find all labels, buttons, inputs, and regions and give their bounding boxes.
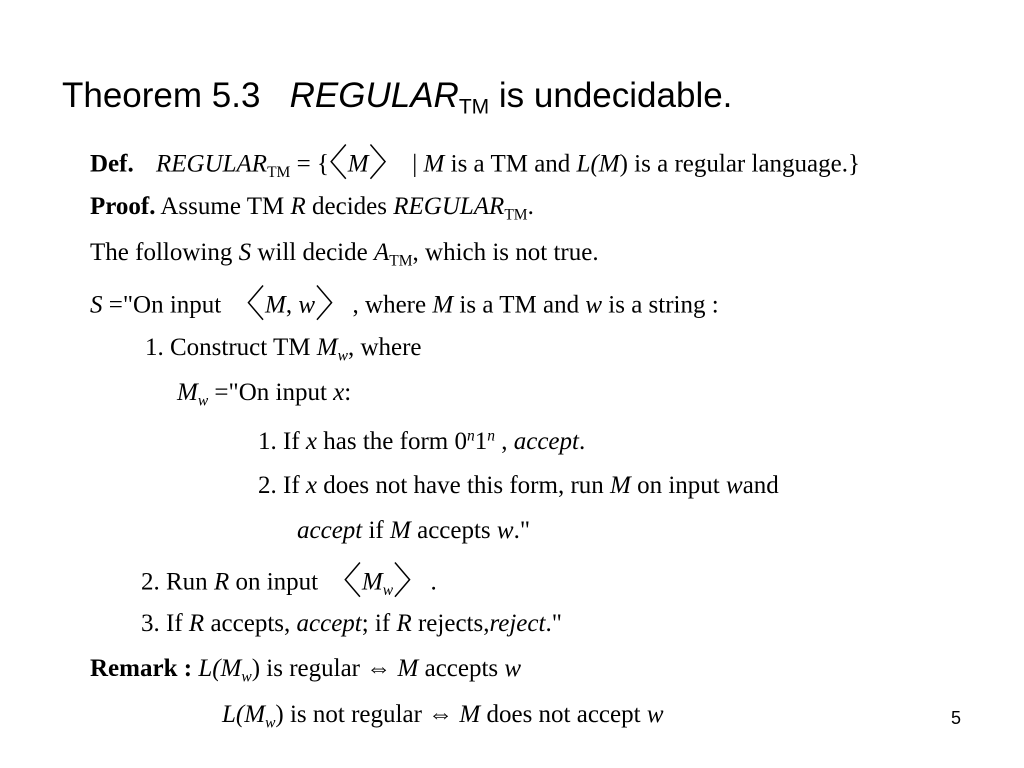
step3-reject: reject: [489, 610, 546, 637]
def-bar: |: [412, 150, 418, 178]
line3-text1: The following: [90, 239, 233, 266]
mw-subscript: w: [197, 392, 209, 410]
def-language-subscript: TM: [267, 163, 291, 181]
definition-label: Def.: [90, 150, 134, 178]
def-text2: ) is a regular language.}: [619, 150, 860, 178]
def-m3: M: [598, 150, 620, 178]
line4-text4: is a string :: [608, 291, 719, 319]
slide-title: [62, 76, 733, 119]
proof-text2: decides: [312, 193, 387, 220]
substep1-line: [258, 429, 585, 454]
remark2-w: w: [646, 701, 664, 728]
line3-a: A: [373, 239, 390, 266]
proof-label: Proof.: [90, 193, 156, 220]
step3-text1: If: [166, 610, 183, 637]
step2-m-subscript: w: [382, 581, 394, 599]
step2-end: .: [430, 568, 437, 596]
step2-m: M: [361, 568, 383, 596]
remark-l: L(: [198, 655, 221, 682]
step3-r2: R: [396, 610, 412, 637]
substep2-number: 2.: [258, 472, 277, 499]
substep2b-text1: if: [368, 517, 384, 544]
title-language: REGULAR: [289, 76, 459, 115]
mw-definition-line: [177, 379, 352, 410]
step1-m-subscript: w: [337, 347, 348, 365]
step1-text1: Construct TM: [170, 334, 311, 361]
proof-text1: Assume TM: [160, 193, 285, 220]
remark-line-2: [222, 701, 664, 732]
remark2-l: L(: [222, 701, 245, 728]
step3-number: 3.: [141, 610, 160, 637]
mw-text1: ="On input: [214, 379, 327, 406]
title-suffix: is undecidable.: [498, 76, 733, 115]
step2-r: R: [213, 568, 230, 596]
line4-text2: , where: [352, 291, 427, 319]
step3-text3: ; if: [361, 610, 391, 637]
remark2-m: M: [244, 701, 266, 728]
iff-arrow-icon: ⇔: [366, 655, 392, 682]
substep2-m: M: [610, 472, 631, 499]
line4-text1: ="On input: [108, 291, 222, 319]
title-prefix: Theorem 5.3: [62, 76, 261, 115]
proof-end: .: [527, 193, 534, 220]
step3-text2: accepts,: [210, 610, 291, 637]
proof-r: R: [290, 193, 306, 220]
line4-w2: w: [585, 291, 603, 319]
definition-line: [90, 146, 860, 184]
line3-a-subscript: TM: [389, 252, 413, 270]
left-angle-bracket: 〈: [328, 144, 348, 185]
substep1-accept: accept: [513, 428, 579, 455]
substep2-x: x: [305, 472, 318, 499]
mw-x: x: [333, 379, 345, 406]
step3-end: .": [545, 610, 562, 637]
substep1-text2: has the form 0: [323, 428, 467, 455]
machine-s-line: [90, 287, 719, 325]
title-language-subscript: TM: [458, 95, 490, 119]
line4-text3: is a TM and: [459, 291, 580, 319]
line4-w: w: [298, 291, 316, 319]
step1-number: 1.: [145, 334, 164, 361]
remark2-m2: M: [459, 701, 481, 728]
substep2-continuation-line: [297, 518, 530, 543]
remark-m2: M: [397, 655, 419, 682]
substep1-x: x: [305, 428, 318, 455]
substep2-line: [258, 473, 779, 498]
line3-text2: will decide: [257, 239, 368, 266]
remark-m-subscript: w: [241, 668, 252, 686]
step2-text1: Run: [166, 568, 208, 596]
def-equals: = {: [296, 150, 329, 178]
substep1-end: .: [578, 428, 586, 455]
substep1-one: 1: [474, 428, 488, 455]
substep2-w: w: [726, 472, 743, 499]
step3-accept: accept: [296, 610, 362, 637]
mw-colon: :: [344, 379, 352, 406]
right-angle-bracket: 〉: [393, 562, 431, 603]
step1-line: [145, 334, 422, 365]
left-angle-bracket: 〈: [227, 285, 265, 326]
line4-s: S: [90, 291, 103, 319]
remark2-text1: ) is not regular: [275, 701, 422, 728]
left-angle-bracket: 〈: [324, 562, 362, 603]
substep2b-end: .": [513, 517, 531, 544]
step2-number: 2.: [141, 568, 160, 596]
proof-language-subscript: TM: [504, 206, 528, 224]
substep1-number: 1.: [258, 428, 277, 455]
substep1-sup2: n: [487, 427, 495, 445]
remark-text2: accepts: [424, 655, 499, 682]
remark-text1: ) is regular: [251, 655, 361, 682]
def-m: M: [347, 150, 369, 178]
line3-s: S: [238, 239, 252, 266]
mw-m: M: [177, 379, 198, 406]
remark-m: M: [220, 655, 242, 682]
right-angle-bracket: 〉: [368, 144, 407, 185]
step2-line: [141, 564, 437, 602]
iff-arrow-icon: ⇔: [428, 701, 454, 728]
substep2b-m: M: [390, 517, 411, 544]
substep2b-text2: accepts: [417, 517, 491, 544]
proof-language: REGULAR: [393, 193, 505, 220]
line4-m2: M: [432, 291, 454, 319]
step3-r: R: [188, 610, 205, 637]
substep1-comma: ,: [501, 428, 508, 455]
substep2b-accept: accept: [297, 517, 363, 544]
substep2-text4: and: [742, 472, 779, 499]
step1-m: M: [316, 334, 338, 361]
remark-line: [90, 655, 522, 686]
step2-text2: on input: [235, 568, 319, 596]
step1-text2: , where: [347, 334, 422, 361]
remark2-m-subscript: w: [265, 714, 276, 732]
substep2-text2: does not have this form, run: [323, 472, 604, 499]
remark-label: Remark :: [90, 655, 193, 682]
line3-text3: , which is not true.: [412, 239, 599, 266]
decider-line: [90, 239, 599, 270]
page-number: 5: [951, 708, 962, 728]
def-language: REGULAR: [155, 150, 268, 178]
step3-text4: rejects,: [417, 610, 490, 637]
remark2-text2: does not accept: [486, 701, 641, 728]
right-angle-bracket: 〉: [315, 285, 353, 326]
substep1-sup1: n: [466, 427, 475, 445]
def-m2: M: [423, 150, 445, 178]
substep2b-w: w: [496, 517, 514, 544]
substep2-text3: on input: [637, 472, 720, 499]
step3-line: [141, 611, 562, 636]
def-text1: is a TM and: [450, 150, 571, 178]
proof-line: [90, 193, 534, 224]
line4-comma: ,: [285, 291, 293, 319]
substep1-text1: If: [283, 428, 300, 455]
def-l: L(: [576, 150, 599, 178]
line4-m: M: [265, 291, 286, 319]
remark-w: w: [504, 655, 522, 682]
substep2-text1: If: [283, 472, 300, 499]
